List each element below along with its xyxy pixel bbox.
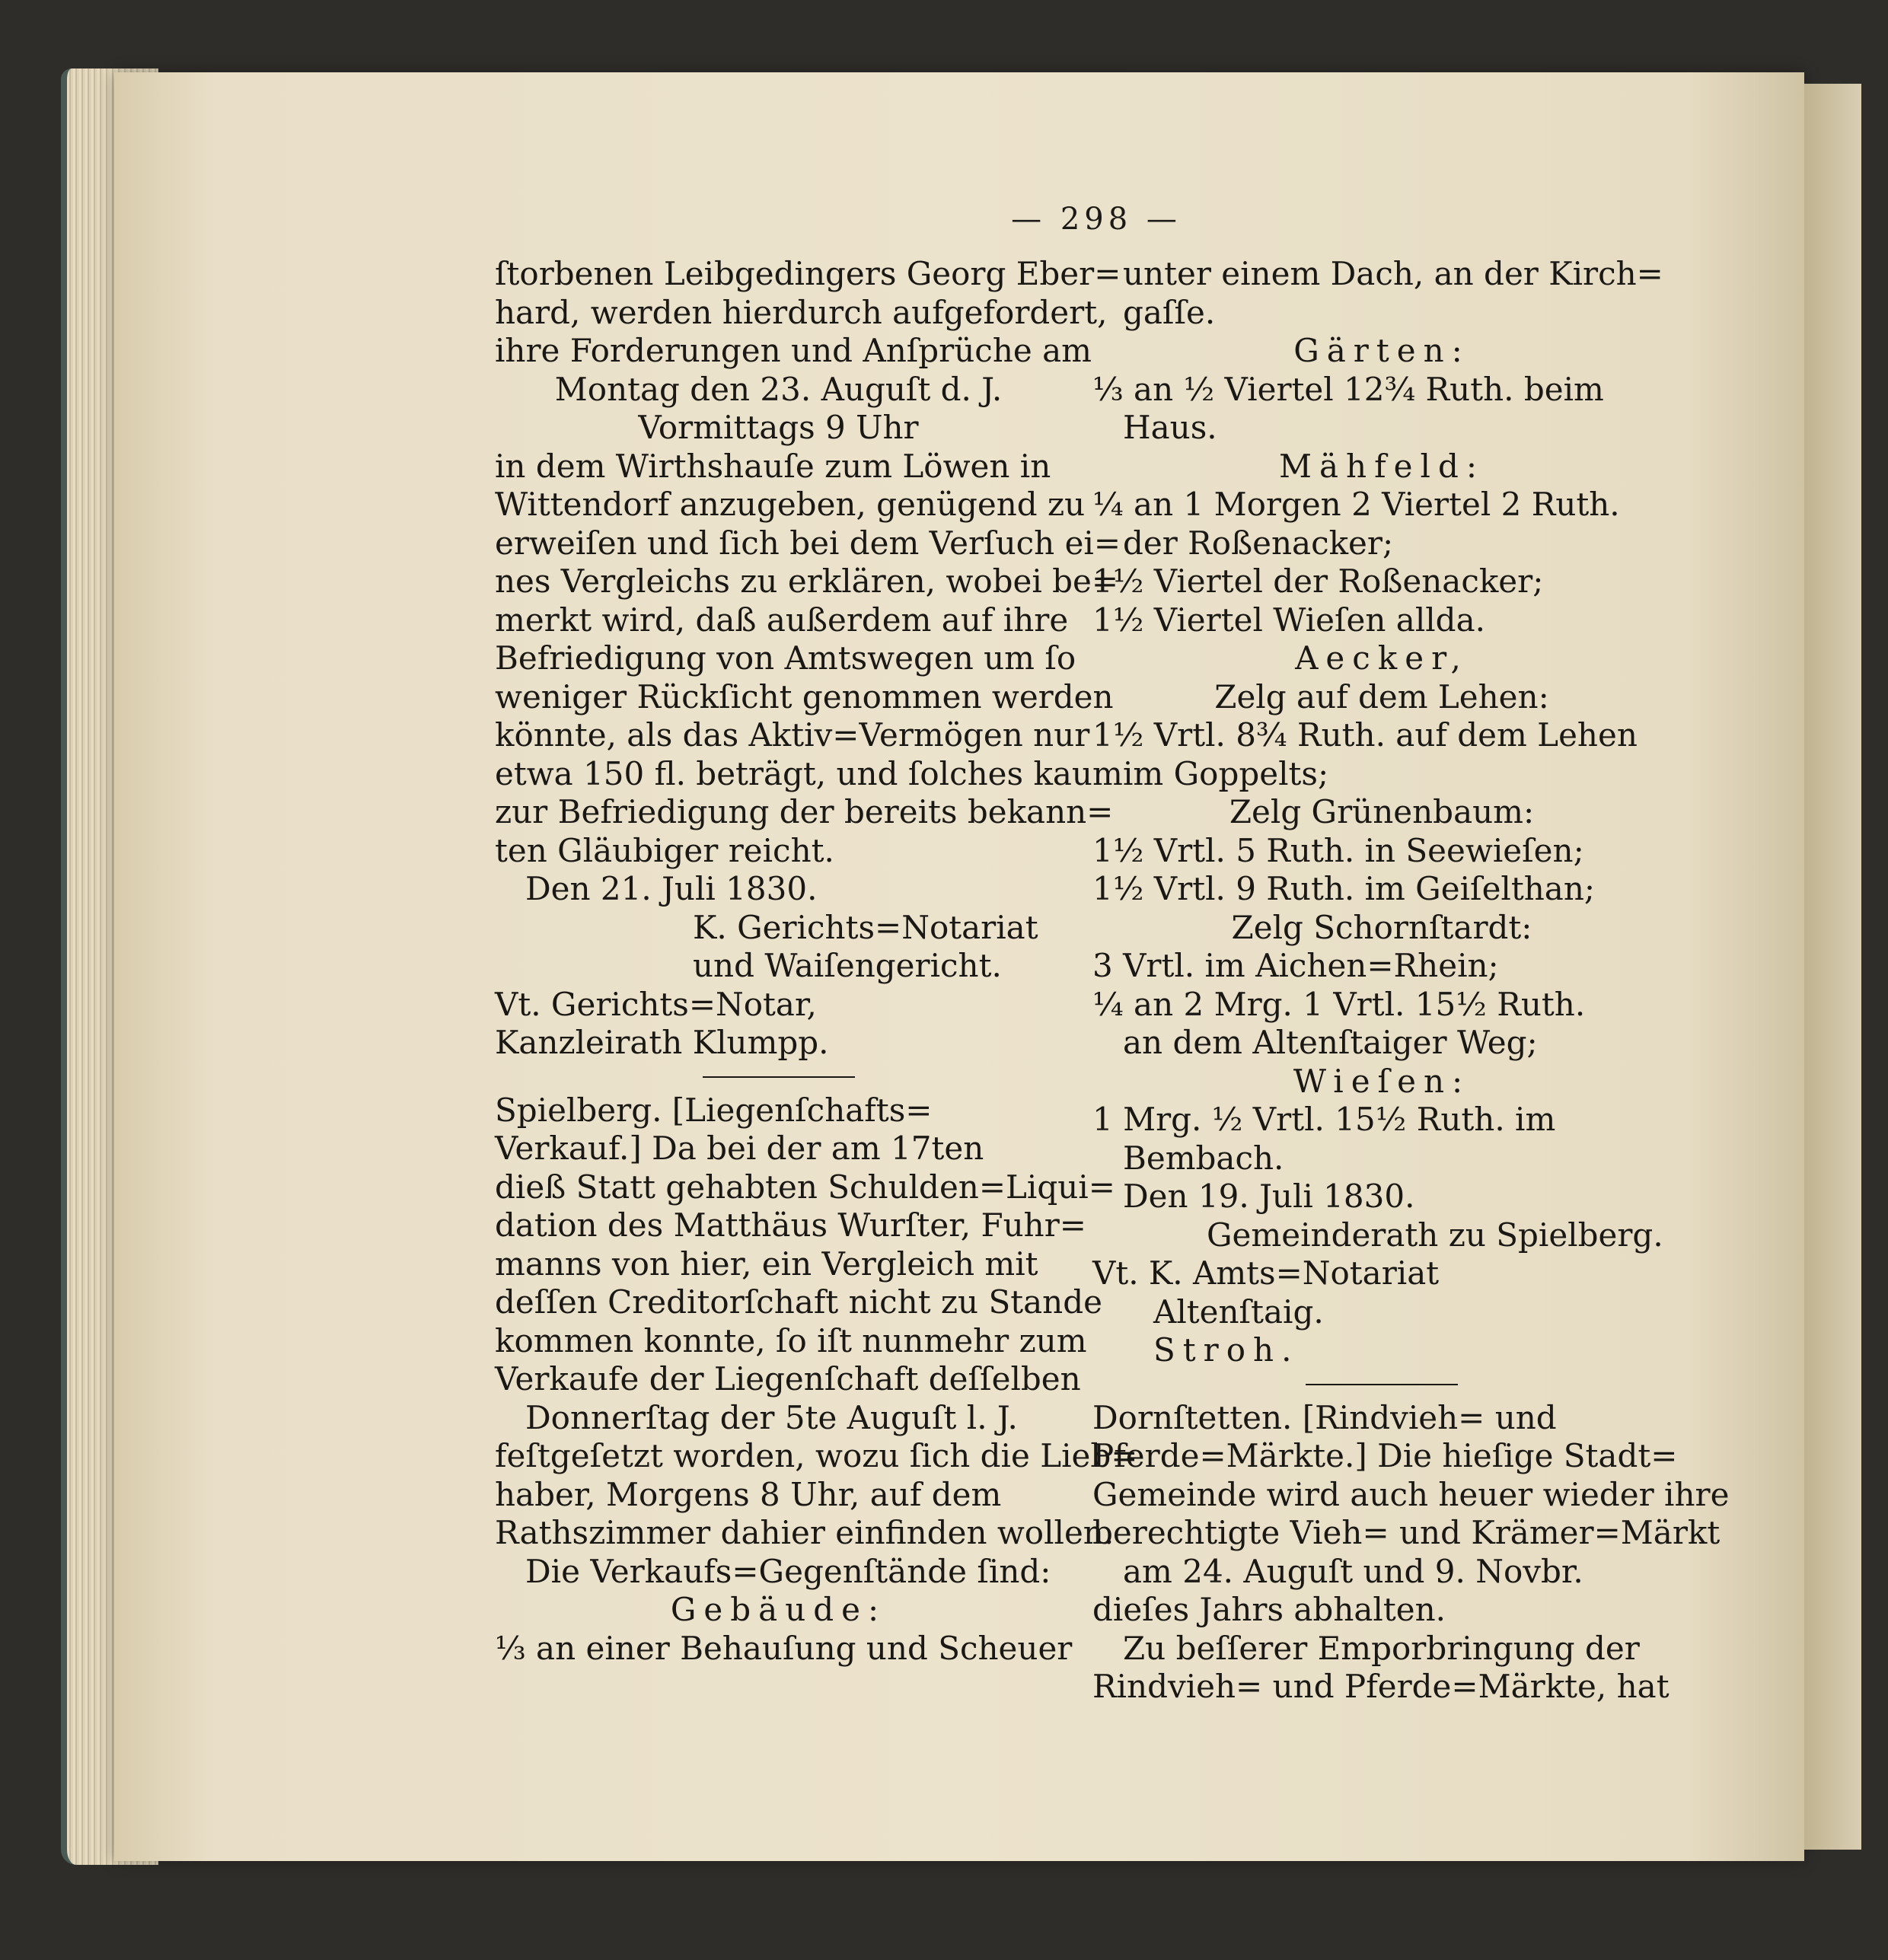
text-line: 1½ Vrtl. 8¾ Ruth. auf dem Lehen — [1092, 716, 1638, 754]
text-line-date: Den 19. Juli 1830. — [1123, 1178, 1415, 1215]
text-line: 1½ Vrtl. 9 Ruth. im Geiſelthan; — [1092, 870, 1596, 907]
text-line: zur Befriedigung der bereits bekann= — [495, 793, 1114, 830]
text-line: Befriedigung von Amtswegen um ſo — [495, 639, 1076, 677]
text-line: dieß Statt gehabten Schulden=Liqui= — [495, 1168, 1115, 1206]
text-line: Verkaufe der Liegenſchaft deſſelben — [495, 1360, 1081, 1397]
subheading: Gebäude: — [670, 1591, 887, 1628]
text-line: Die Verkaufs=Gegenſtände ſind: — [525, 1552, 1051, 1590]
signature-line: Kanzleirath Klumpp. — [495, 1024, 829, 1061]
subheading: Zelg Grünenbaum: — [1229, 793, 1535, 830]
text-line: 1½ Viertel Wieſen allda. — [1092, 601, 1485, 639]
text-line: weniger Rückſicht genommen werden — [495, 677, 1114, 715]
text-line: ⅓ an ½ Viertel 12¾ Ruth. beim — [1092, 370, 1604, 408]
text-line: der Roßenacker; — [1123, 524, 1394, 562]
left-column — [495, 255, 1138, 1668]
text-line: dieſes Jahrs abhalten. — [1092, 1591, 1446, 1628]
text-line: in dem Wirthshauſe zum Löwen in — [495, 447, 1051, 485]
text-line: unter einem Dach, an der Kirch= — [1123, 255, 1663, 292]
text-line-date: Den 21. Juli 1830. — [525, 870, 818, 907]
notice-heading: Spielberg. [Liegenſchafts= — [495, 1091, 933, 1129]
text-line-date: am 24. Auguſt und 9. Novbr. — [1123, 1552, 1583, 1590]
text-line: an dem Altenſtaiger Weg; — [1123, 1024, 1538, 1061]
section-divider — [1306, 1384, 1458, 1385]
subheading: Gärten: — [1293, 332, 1470, 369]
text-line: Rathszimmer dahier einfinden wollen. — [495, 1514, 1115, 1551]
subheading: Mähfeld: — [1279, 447, 1485, 485]
text-line: merkt wird, daß außerdem auf ihre — [495, 601, 1069, 639]
facing-page-edge — [1804, 84, 1861, 1850]
signature-line: K. Gerichts=Notariat — [693, 908, 1038, 946]
subheading: Zelg Schornſtardt: — [1231, 908, 1532, 946]
text-line: ¼ an 2 Mrg. 1 Vrtl. 15½ Ruth. — [1092, 985, 1586, 1023]
text-line: Rindvieh= und Pferde=Märkte, hat — [1092, 1668, 1670, 1705]
page-number: — 298 — — [1011, 202, 1182, 237]
signature-line: und Waiſengericht. — [693, 947, 1002, 984]
text-line-date: Montag den 23. Auguſt d. J. — [554, 370, 1003, 408]
signature-line: Vt. K. Amts=Notariat — [1092, 1254, 1440, 1292]
text-line: ten Gläubiger reicht. — [495, 831, 834, 869]
text-line: erweiſen und ſich bei dem Verſuch ei= — [495, 524, 1121, 562]
right-column — [1092, 255, 1730, 1707]
text-line: Haus. — [1123, 409, 1217, 446]
text-line: Pferde=Märkte.] Die hieſige Stadt= — [1092, 1437, 1678, 1474]
text-line: gaſſe. — [1123, 293, 1216, 331]
text-line-time: Vormittags 9 Uhr — [638, 409, 919, 446]
text-line: ⅓ an einer Behauſung und Scheuer — [495, 1629, 1073, 1667]
subheading: Zelg auf dem Lehen: — [1214, 677, 1549, 715]
text-line: Bembach. — [1123, 1139, 1284, 1177]
text-line: ¼ an 1 Morgen 2 Viertel 2 Ruth. — [1092, 486, 1620, 523]
text-line: dation des Matthäus Wurſter, Fuhr= — [495, 1206, 1086, 1244]
signature-line: Altenſtaig. — [1153, 1292, 1324, 1331]
text-line-date: Donnerſtag der 5te Auguſt l. J. — [525, 1398, 1018, 1436]
text-line: 3 Vrtl. im Aichen=Rhein; — [1092, 947, 1499, 984]
section-divider — [703, 1076, 855, 1078]
text-line: berechtigte Vieh= und Krämer=Märkt — [1092, 1514, 1721, 1551]
text-line: hard, werden hierdurch aufgefordert, — [495, 293, 1108, 331]
text-line: 1½ Vrtl. 5 Ruth. in Seewieſen; — [1092, 831, 1584, 869]
text-line: 1 Mrg. ½ Vrtl. 15½ Ruth. im — [1092, 1101, 1556, 1138]
text-line: Gemeinde wird auch heuer wieder ihre — [1092, 1475, 1730, 1513]
notice-heading: Dornſtetten. [Rindvieh= und — [1092, 1398, 1557, 1436]
subheading: Aecker, — [1295, 639, 1469, 677]
text-line: kommen konnte, ſo iſt nunmehr zum — [495, 1321, 1087, 1359]
signature-line: Stroh. — [1153, 1331, 1300, 1369]
text-line: feſtgeſetzt worden, wozu ſich die Lieb= — [495, 1437, 1138, 1474]
text-line: Verkauf.] Da bei der am 17ten — [495, 1130, 984, 1167]
text-line: ihre Forderungen und Anſprüche am — [495, 332, 1092, 369]
text-line: nes Vergleichs zu erklären, wobei be= — [495, 563, 1119, 600]
subheading: Wieſen: — [1293, 1062, 1471, 1100]
text-line: im Goppelts; — [1123, 754, 1329, 792]
text-line: deſſen Creditorſchaft nicht zu Stande — [495, 1283, 1102, 1321]
text-line: manns von hier, ein Vergleich mit — [495, 1245, 1038, 1283]
text-line: Wittendorf anzugeben, genügend zu — [495, 486, 1086, 523]
text-line: haber, Morgens 8 Uhr, auf dem — [495, 1475, 1002, 1513]
text-line: Zu beſſerer Emporbringung der — [1123, 1629, 1640, 1667]
text-line: 1½ Viertel der Roßenacker; — [1092, 563, 1544, 600]
text-line: etwa 150 fl. beträgt, und ſolches kaum — [495, 754, 1123, 792]
text-line: könnte, als das Aktiv=Vermögen nur — [495, 716, 1090, 754]
signature-line: Vt. Gerichts=Notar, — [495, 985, 817, 1023]
signature-line: Gemeinderath zu Spielberg. — [1207, 1216, 1663, 1254]
text-line: ſtorbenen Leibgedingers Georg Eber= — [495, 255, 1121, 292]
